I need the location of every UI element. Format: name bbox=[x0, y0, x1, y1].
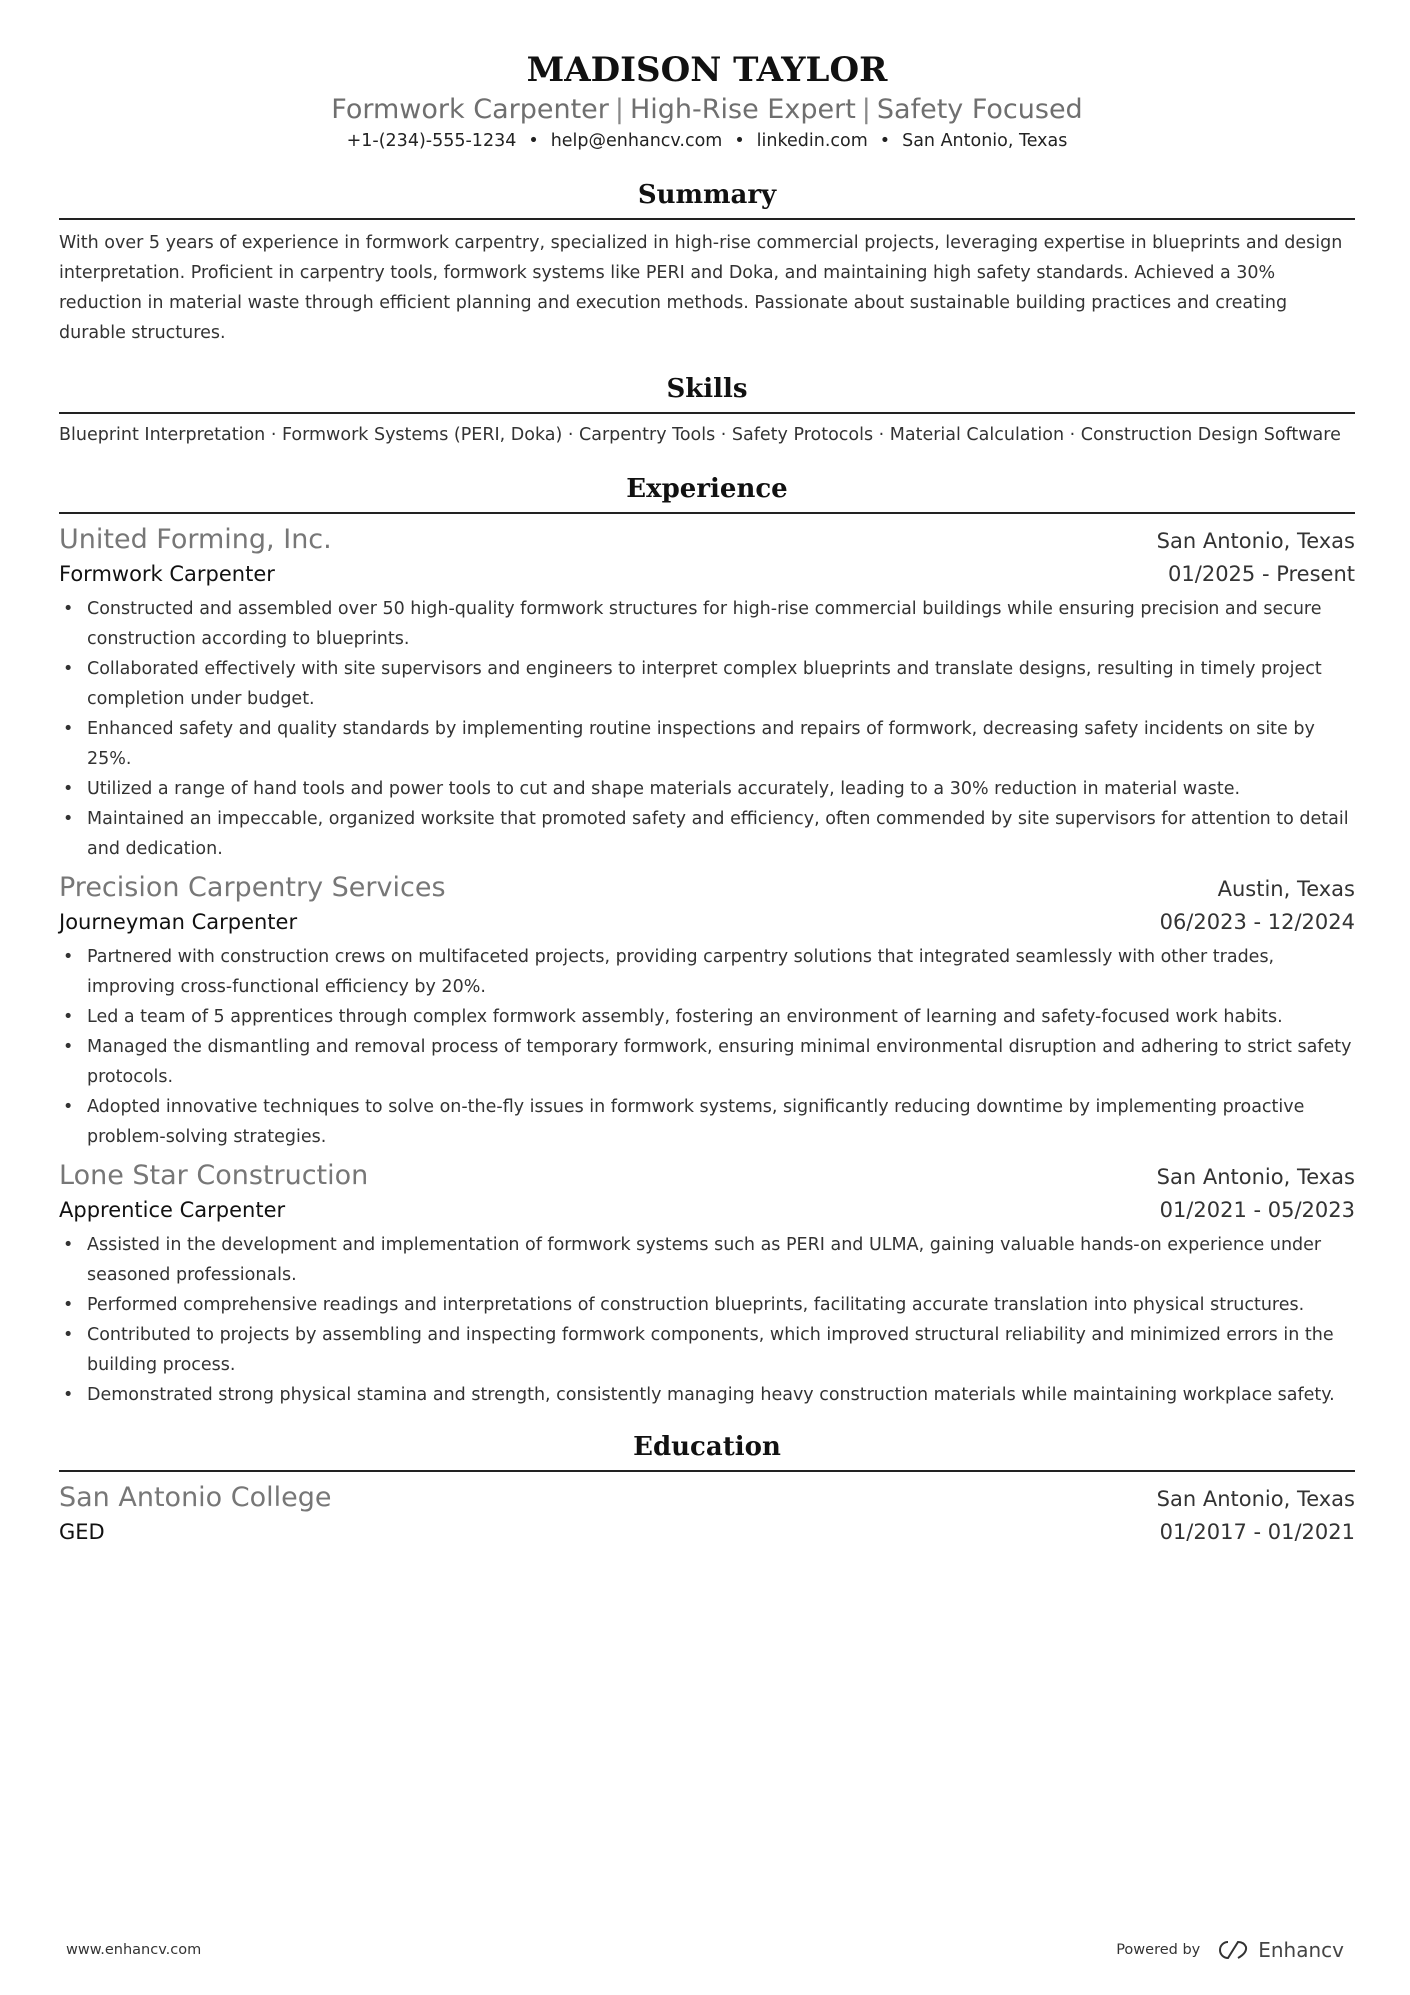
brand-name: Enhancv bbox=[1258, 1938, 1344, 1962]
bullet-item: • Partnered with construction crews on multifaceted projects, providing carpentry solutions that integrated seamlessly with other trades, improving cross-functional efficiency by 20%. bbox=[59, 942, 1355, 1002]
resume-page bbox=[59, 0, 1355, 1548]
bullet-item: • Contributed to projects by assembling and inspecting formwork components, which improved structural reliability and minimized errors in the building process. bbox=[59, 1320, 1355, 1380]
job-bullets bbox=[59, 942, 1355, 1152]
job-dates: 06/2023 - 12/2024 bbox=[1159, 910, 1355, 934]
job-title: Formwork Carpenter bbox=[59, 562, 275, 586]
bullet-item: • Maintained an impeccable, organized worksite that promoted safety and efficiency, often commended by site supervisors for attention to detail and dedication. bbox=[59, 804, 1355, 864]
bullet-item: • Managed the dismantling and removal process of temporary formwork, ensuring minimal environmental disruption and adhering to strict safety protocols. bbox=[59, 1032, 1355, 1092]
job-title: Journeyman Carpenter bbox=[59, 910, 298, 934]
job-location: San Antonio, Texas bbox=[1156, 1165, 1355, 1189]
summary-text: With over 5 years of experience in formwork carpentry, specialized in high-rise commercial projects, leveraging expertise in blueprints and design interpretation. Proficient in carpentry tools, formwork systems like PERI and Doka, and maintaining high safety standards. Achieved a 30% reduction in material waste through efficient planning and execution methods. Passionate about sustainable building practices and creating durable structures. bbox=[59, 233, 1343, 343]
website-link[interactable]: www.enhancv.com bbox=[66, 1942, 202, 1958]
enhancv-logo[interactable] bbox=[1214, 1938, 1344, 1962]
bullet-item: • Enhanced safety and quality standards by implementing routine inspections and repairs of formwork, decreasing safety incidents on site by 25%. bbox=[59, 714, 1355, 774]
separator: • bbox=[734, 131, 745, 151]
separator: | bbox=[861, 94, 871, 125]
school-location: San Antonio, Texas bbox=[1156, 1487, 1355, 1511]
job-title: Apprentice Carpenter bbox=[59, 1198, 286, 1222]
job-bullets bbox=[59, 594, 1355, 864]
job-location: San Antonio, Texas bbox=[1156, 529, 1355, 553]
contact-info bbox=[59, 128, 1355, 154]
bullet-item: • Utilized a range of hand tools and power tools to cut and shape materials accurately, leading to a 30% reduction in material waste. bbox=[59, 774, 1355, 804]
section-heading: Summary bbox=[59, 178, 1355, 220]
location: San Antonio, Texas bbox=[902, 131, 1068, 151]
powered-by bbox=[1116, 1938, 1344, 1962]
headline-part: Safety Focused bbox=[876, 94, 1083, 125]
education-section bbox=[59, 1430, 1355, 1548]
powered-by-label: Powered by bbox=[1116, 1942, 1201, 1958]
separator: • bbox=[879, 131, 891, 151]
job-entry bbox=[59, 522, 1355, 864]
headline-part: Formwork Carpenter bbox=[331, 94, 609, 125]
footer bbox=[66, 1938, 1344, 1962]
job-dates: 01/2025 - Present bbox=[1168, 562, 1355, 586]
section-heading: Skills bbox=[59, 372, 1355, 414]
separator: | bbox=[614, 94, 624, 125]
school-name: San Antonio College bbox=[59, 1482, 332, 1513]
company-name: Precision Carpentry Services bbox=[59, 872, 446, 903]
phone: +1-(234)-555-1234 bbox=[346, 131, 517, 151]
headline-part: High-Rise Expert bbox=[629, 94, 856, 125]
bullet-item: • Led a team of 5 apprentices through complex formwork assembly, fostering an environment of learning and safety-focused work habits. bbox=[59, 1002, 1355, 1032]
education-dates: 01/2017 - 01/2021 bbox=[1159, 1520, 1355, 1544]
bullet-item: • Adopted innovative techniques to solve on-the-fly issues in formwork systems, significantly reducing downtime by implementing proactive problem-solving strategies. bbox=[59, 1092, 1355, 1152]
separator: • bbox=[528, 131, 539, 151]
job-dates: 01/2021 - 05/2023 bbox=[1159, 1198, 1355, 1222]
job-location: Austin, Texas bbox=[1217, 877, 1355, 901]
email-link[interactable]: help@enhancv.com bbox=[550, 131, 723, 151]
linkedin-link[interactable]: linkedin.com bbox=[756, 131, 868, 151]
company-name: Lone Star Construction bbox=[59, 1160, 369, 1191]
summary-section bbox=[59, 178, 1355, 348]
candidate-name: MADISON TAYLOR bbox=[526, 50, 888, 90]
skills-list: Blueprint Interpretation · Formwork Systems (PERI, Doka) · Carpentry Tools · Safety Protocols · Material Calculation · Construction Design Software bbox=[59, 425, 1341, 445]
section-heading: Experience bbox=[59, 472, 1355, 514]
job-entry bbox=[59, 870, 1355, 1152]
job-bullets bbox=[59, 1230, 1355, 1410]
bullet-item: • Demonstrated strong physical stamina and strength, consistently managing heavy construction materials while maintaining workplace safety. bbox=[59, 1380, 1355, 1410]
enhancv-logo-icon bbox=[1214, 1939, 1250, 1961]
bullet-item: • Constructed and assembled over 50 high-quality formwork structures for high-rise commercial buildings while ensuring precision and secure construction according to blueprints. bbox=[59, 594, 1355, 654]
bullet-item: • Performed comprehensive readings and interpretations of construction blueprints, facilitating accurate translation into physical structures. bbox=[59, 1290, 1355, 1320]
degree: GED bbox=[59, 1520, 105, 1544]
job-entry bbox=[59, 1158, 1355, 1410]
headline bbox=[59, 92, 1355, 128]
bullet-item: • Collaborated effectively with site supervisors and engineers to interpret complex blueprints and translate designs, resulting in timely project completion under budget. bbox=[59, 654, 1355, 714]
experience-section bbox=[59, 472, 1355, 1410]
section-heading: Education bbox=[59, 1430, 1355, 1472]
skills-section bbox=[59, 372, 1355, 448]
company-name: United Forming, Inc. bbox=[59, 524, 332, 555]
bullet-item: • Assisted in the development and implementation of formwork systems such as PERI and ULMA, gaining valuable hands-on experience under seasoned professionals. bbox=[59, 1230, 1355, 1290]
